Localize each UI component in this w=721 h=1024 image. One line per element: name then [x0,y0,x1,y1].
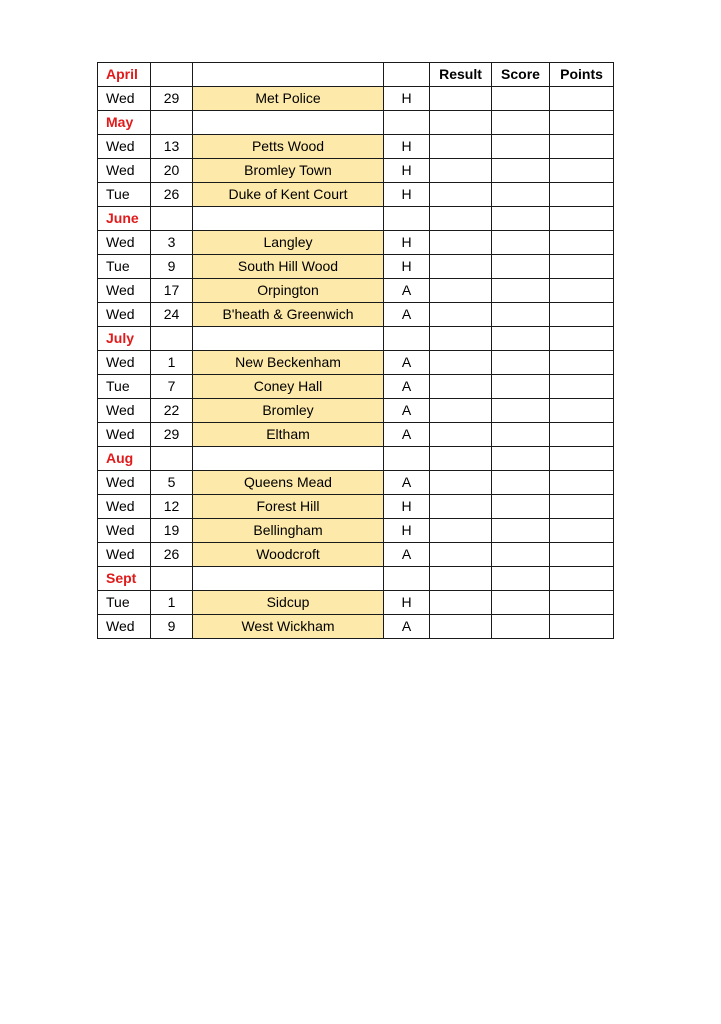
fixture-row [98,231,614,255]
month-label: July [98,327,151,351]
fixture-day: Wed [98,471,151,495]
empty-cell [430,447,492,471]
fixture-date: 22 [151,399,193,423]
fixture-opponent: Eltham [193,423,384,447]
score-cell[interactable] [492,87,550,111]
empty-cell [384,207,430,231]
empty-cell [430,111,492,135]
empty-cell [193,567,384,591]
fixture-opponent: South Hill Wood [193,255,384,279]
score-cell[interactable] [492,135,550,159]
fixture-row [98,591,614,615]
points-cell[interactable] [550,159,614,183]
fixture-venue: A [384,615,430,639]
points-cell[interactable] [550,303,614,327]
month-row-april [98,63,614,87]
empty-cell [430,207,492,231]
fixture-row [98,135,614,159]
empty-cell [151,567,193,591]
fixture-venue: A [384,399,430,423]
fixture-day: Tue [98,591,151,615]
points-cell[interactable] [550,87,614,111]
fixture-date: 26 [151,183,193,207]
score-cell[interactable] [492,471,550,495]
result-cell[interactable] [430,231,492,255]
fixture-opponent: West Wickham [193,615,384,639]
score-cell[interactable] [492,615,550,639]
fixture-day: Wed [98,423,151,447]
fixture-date: 20 [151,159,193,183]
fixture-day: Wed [98,159,151,183]
fixture-venue: A [384,543,430,567]
fixture-opponent: Woodcroft [193,543,384,567]
result-cell[interactable] [430,591,492,615]
empty-cell [384,567,430,591]
fixture-venue: A [384,471,430,495]
fixture-day: Wed [98,303,151,327]
result-cell[interactable] [430,351,492,375]
fixture-row [98,183,614,207]
fixture-day: Wed [98,231,151,255]
fixture-day: Tue [98,255,151,279]
points-cell[interactable] [550,495,614,519]
fixture-venue: H [384,519,430,543]
fixture-row [98,255,614,279]
score-cell[interactable] [492,375,550,399]
fixture-row [98,399,614,423]
points-cell[interactable] [550,399,614,423]
fixture-venue: A [384,351,430,375]
result-cell[interactable] [430,519,492,543]
fixture-date: 7 [151,375,193,399]
points-cell[interactable] [550,351,614,375]
score-cell[interactable] [492,159,550,183]
month-row-may [98,111,614,135]
fixture-day: Wed [98,399,151,423]
fixture-day: Wed [98,135,151,159]
empty-cell [492,447,550,471]
result-cell[interactable] [430,423,492,447]
fixture-day: Tue [98,375,151,399]
fixture-venue: H [384,159,430,183]
fixture-opponent: Sidcup [193,591,384,615]
fixture-date: 17 [151,279,193,303]
empty-cell [193,111,384,135]
result-cell[interactable] [430,255,492,279]
result-cell[interactable] [430,471,492,495]
fixture-venue: A [384,375,430,399]
month-label: May [98,111,151,135]
empty-cell [151,327,193,351]
fixture-opponent: Petts Wood [193,135,384,159]
fixture-row [98,87,614,111]
fixture-day: Wed [98,351,151,375]
fixture-row [98,543,614,567]
fixture-row [98,303,614,327]
fixture-venue: H [384,231,430,255]
points-cell[interactable] [550,255,614,279]
fixture-date: 1 [151,351,193,375]
result-cell[interactable] [430,543,492,567]
score-cell[interactable] [492,423,550,447]
fixture-day: Wed [98,279,151,303]
result-cell[interactable] [430,183,492,207]
month-label: April [98,63,151,87]
fixture-date: 19 [151,519,193,543]
empty-cell [492,567,550,591]
points-cell[interactable] [550,183,614,207]
month-label: Sept [98,567,151,591]
fixture-day: Wed [98,495,151,519]
points-cell[interactable] [550,423,614,447]
fixture-opponent: Queens Mead [193,471,384,495]
points-header: Points [550,63,614,87]
points-cell[interactable] [550,615,614,639]
points-cell[interactable] [550,375,614,399]
fixture-row [98,159,614,183]
score-cell[interactable] [492,231,550,255]
result-cell[interactable] [430,375,492,399]
fixture-venue: A [384,303,430,327]
fixture-venue: H [384,135,430,159]
fixture-opponent: Bellingham [193,519,384,543]
points-cell[interactable] [550,279,614,303]
fixture-opponent: B'heath & Greenwich [193,303,384,327]
points-cell[interactable] [550,591,614,615]
score-cell[interactable] [492,279,550,303]
fixture-date: 29 [151,423,193,447]
result-cell[interactable] [430,135,492,159]
score-cell[interactable] [492,399,550,423]
result-cell[interactable] [430,615,492,639]
month-row-sept [98,567,614,591]
empty-cell [151,111,193,135]
fixture-date: 9 [151,255,193,279]
fixture-row [98,615,614,639]
empty-cell [550,327,614,351]
fixture-day: Tue [98,183,151,207]
empty-cell [384,447,430,471]
fixture-date: 29 [151,87,193,111]
fixture-venue: H [384,495,430,519]
points-cell[interactable] [550,519,614,543]
score-header: Score [492,63,550,87]
score-cell[interactable] [492,351,550,375]
empty-cell [193,63,384,87]
points-cell[interactable] [550,543,614,567]
fixture-row [98,375,614,399]
fixture-date: 24 [151,303,193,327]
fixture-date: 13 [151,135,193,159]
empty-cell [151,63,193,87]
points-cell[interactable] [550,135,614,159]
fixture-venue: H [384,255,430,279]
score-cell[interactable] [492,591,550,615]
fixture-opponent: Coney Hall [193,375,384,399]
score-cell[interactable] [492,183,550,207]
empty-cell [550,447,614,471]
empty-cell [430,327,492,351]
month-label: June [98,207,151,231]
fixture-row [98,423,614,447]
fixture-opponent: Bromley [193,399,384,423]
score-cell[interactable] [492,303,550,327]
empty-cell [384,63,430,87]
fixture-venue: H [384,183,430,207]
fixture-venue: H [384,591,430,615]
month-row-june [98,207,614,231]
points-cell[interactable] [550,231,614,255]
fixture-day: Wed [98,519,151,543]
empty-cell [151,207,193,231]
fixture-day: Wed [98,87,151,111]
result-header: Result [430,63,492,87]
empty-cell [492,327,550,351]
fixture-date: 9 [151,615,193,639]
empty-cell [384,111,430,135]
score-cell[interactable] [492,495,550,519]
fixture-opponent: Duke of Kent Court [193,183,384,207]
fixtures-table [97,62,614,639]
empty-cell [550,207,614,231]
fixture-opponent: Langley [193,231,384,255]
fixture-date: 26 [151,543,193,567]
fixture-opponent: Forest Hill [193,495,384,519]
result-cell[interactable] [430,495,492,519]
fixture-venue: A [384,279,430,303]
score-cell[interactable] [492,519,550,543]
fixture-opponent: Met Police [193,87,384,111]
fixture-opponent: Bromley Town [193,159,384,183]
result-cell[interactable] [430,279,492,303]
score-cell[interactable] [492,255,550,279]
points-cell[interactable] [550,471,614,495]
fixture-row [98,351,614,375]
month-row-aug [98,447,614,471]
empty-cell [550,111,614,135]
month-row-july [98,327,614,351]
empty-cell [492,111,550,135]
fixture-date: 12 [151,495,193,519]
empty-cell [193,207,384,231]
result-cell[interactable] [430,159,492,183]
fixture-day: Wed [98,543,151,567]
empty-cell [193,447,384,471]
fixture-date: 3 [151,231,193,255]
empty-cell [550,567,614,591]
empty-cell [430,567,492,591]
fixture-date: 5 [151,471,193,495]
empty-cell [151,447,193,471]
fixture-venue: A [384,423,430,447]
fixture-venue: H [384,87,430,111]
fixture-opponent: New Beckenham [193,351,384,375]
fixture-row [98,519,614,543]
score-cell[interactable] [492,543,550,567]
result-cell[interactable] [430,303,492,327]
result-cell[interactable] [430,87,492,111]
empty-cell [492,207,550,231]
fixture-day: Wed [98,615,151,639]
fixture-row [98,279,614,303]
fixture-date: 1 [151,591,193,615]
month-label: Aug [98,447,151,471]
fixture-row [98,471,614,495]
fixture-row [98,495,614,519]
empty-cell [193,327,384,351]
empty-cell [384,327,430,351]
fixture-opponent: Orpington [193,279,384,303]
result-cell[interactable] [430,399,492,423]
